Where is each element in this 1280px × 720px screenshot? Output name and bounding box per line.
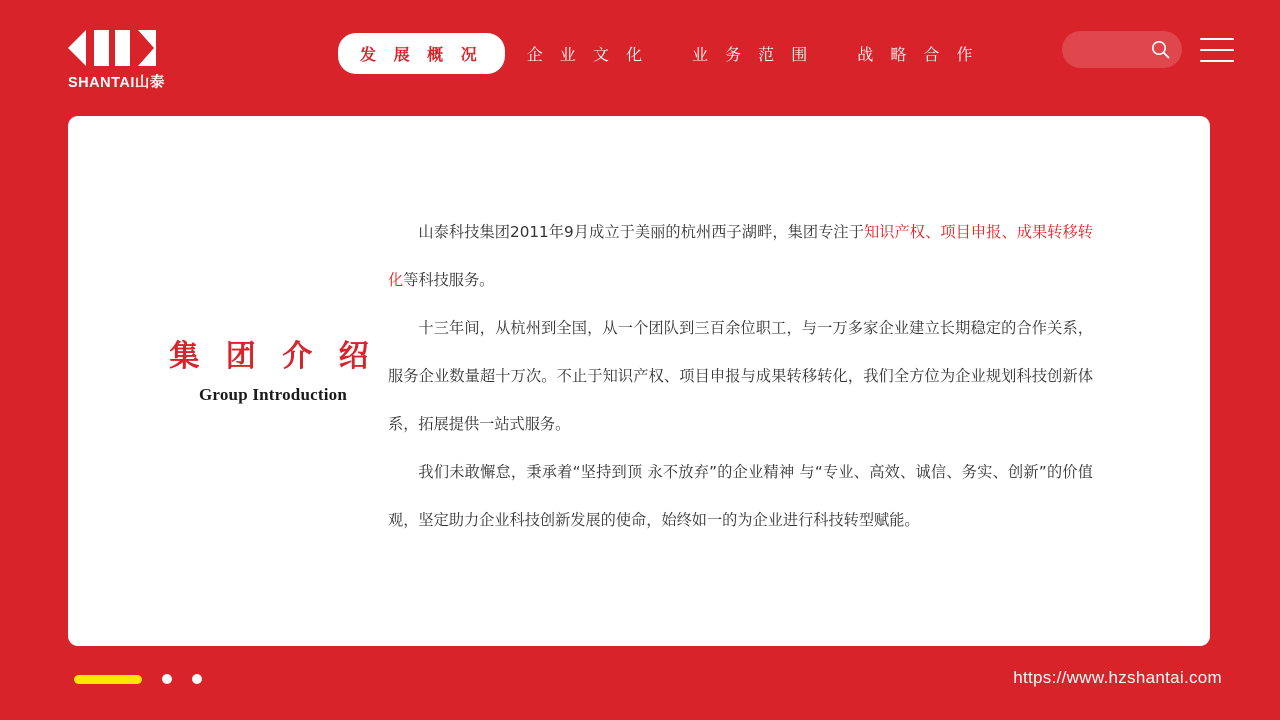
section-title-cn: 集 团 介 绍 [169, 339, 377, 374]
highlighted-services-text: 知识产权、项目申报、成果转移转化 [388, 223, 1093, 289]
search-input[interactable] [1062, 31, 1182, 68]
menu-line-2 [1200, 49, 1234, 51]
section-title [123, 331, 423, 405]
nav-item-culture[interactable]: 企 业 文 化 [526, 45, 648, 64]
slide-pagination [74, 674, 202, 684]
paragraph-text: 十三年间，从杭州到全国，从一个团队到三百余位职工，与一万多家企业建立长期稳定的合作关系，服务企业数量超十万次。不止于知识产权、项目申报与成果转移转化，我们全方位为企业规划科技创新体系，拓展提供一站式服务。 [388, 319, 1093, 433]
menu-line-1 [1200, 38, 1234, 40]
pagination-dot-3[interactable] [192, 674, 202, 684]
shantai-logo-mark-icon [68, 28, 172, 68]
brand-logo-text: SHANTAI山泰 [68, 75, 165, 91]
menu-line-3 [1200, 60, 1234, 62]
site-header [0, 0, 1280, 100]
intro-body-text [388, 208, 1093, 544]
main-nav [338, 33, 1001, 74]
paragraph-text: 我们未敢懈怠，秉承着“坚持到顶 永不放弃”的企业精神 与“专业、高效、诚信、务实、创新”的价值观，坚定助力企业科技创新发展的使命，始终如一的为企业进行科技转型赋能。 [388, 463, 1093, 529]
brand-logo[interactable] [68, 28, 174, 90]
search-icon[interactable] [1151, 40, 1170, 59]
section-title-en: Group Introduction [199, 385, 347, 404]
intro-paragraph [388, 448, 1093, 544]
site-url: https://www.hzshantai.com [1013, 668, 1222, 687]
intro-paragraph [388, 208, 1093, 304]
nav-item-development[interactable]: 发 展 概 况 [338, 33, 505, 74]
content-card [68, 116, 1210, 646]
nav-item-cooperation[interactable]: 战 略 合 作 [857, 45, 979, 64]
paragraph-text: 等科技服务。 [403, 271, 495, 289]
nav-item-business[interactable]: 业 务 范 围 [691, 45, 814, 64]
pagination-dot-2[interactable] [162, 674, 172, 684]
pagination-dot-active[interactable] [74, 675, 142, 684]
hamburger-menu-icon[interactable] [1200, 38, 1234, 62]
intro-paragraph [388, 304, 1093, 448]
paragraph-text: 山泰科技集团2011年9月成立于美丽的杭州西子湖畔，集团专注于 [418, 223, 864, 241]
